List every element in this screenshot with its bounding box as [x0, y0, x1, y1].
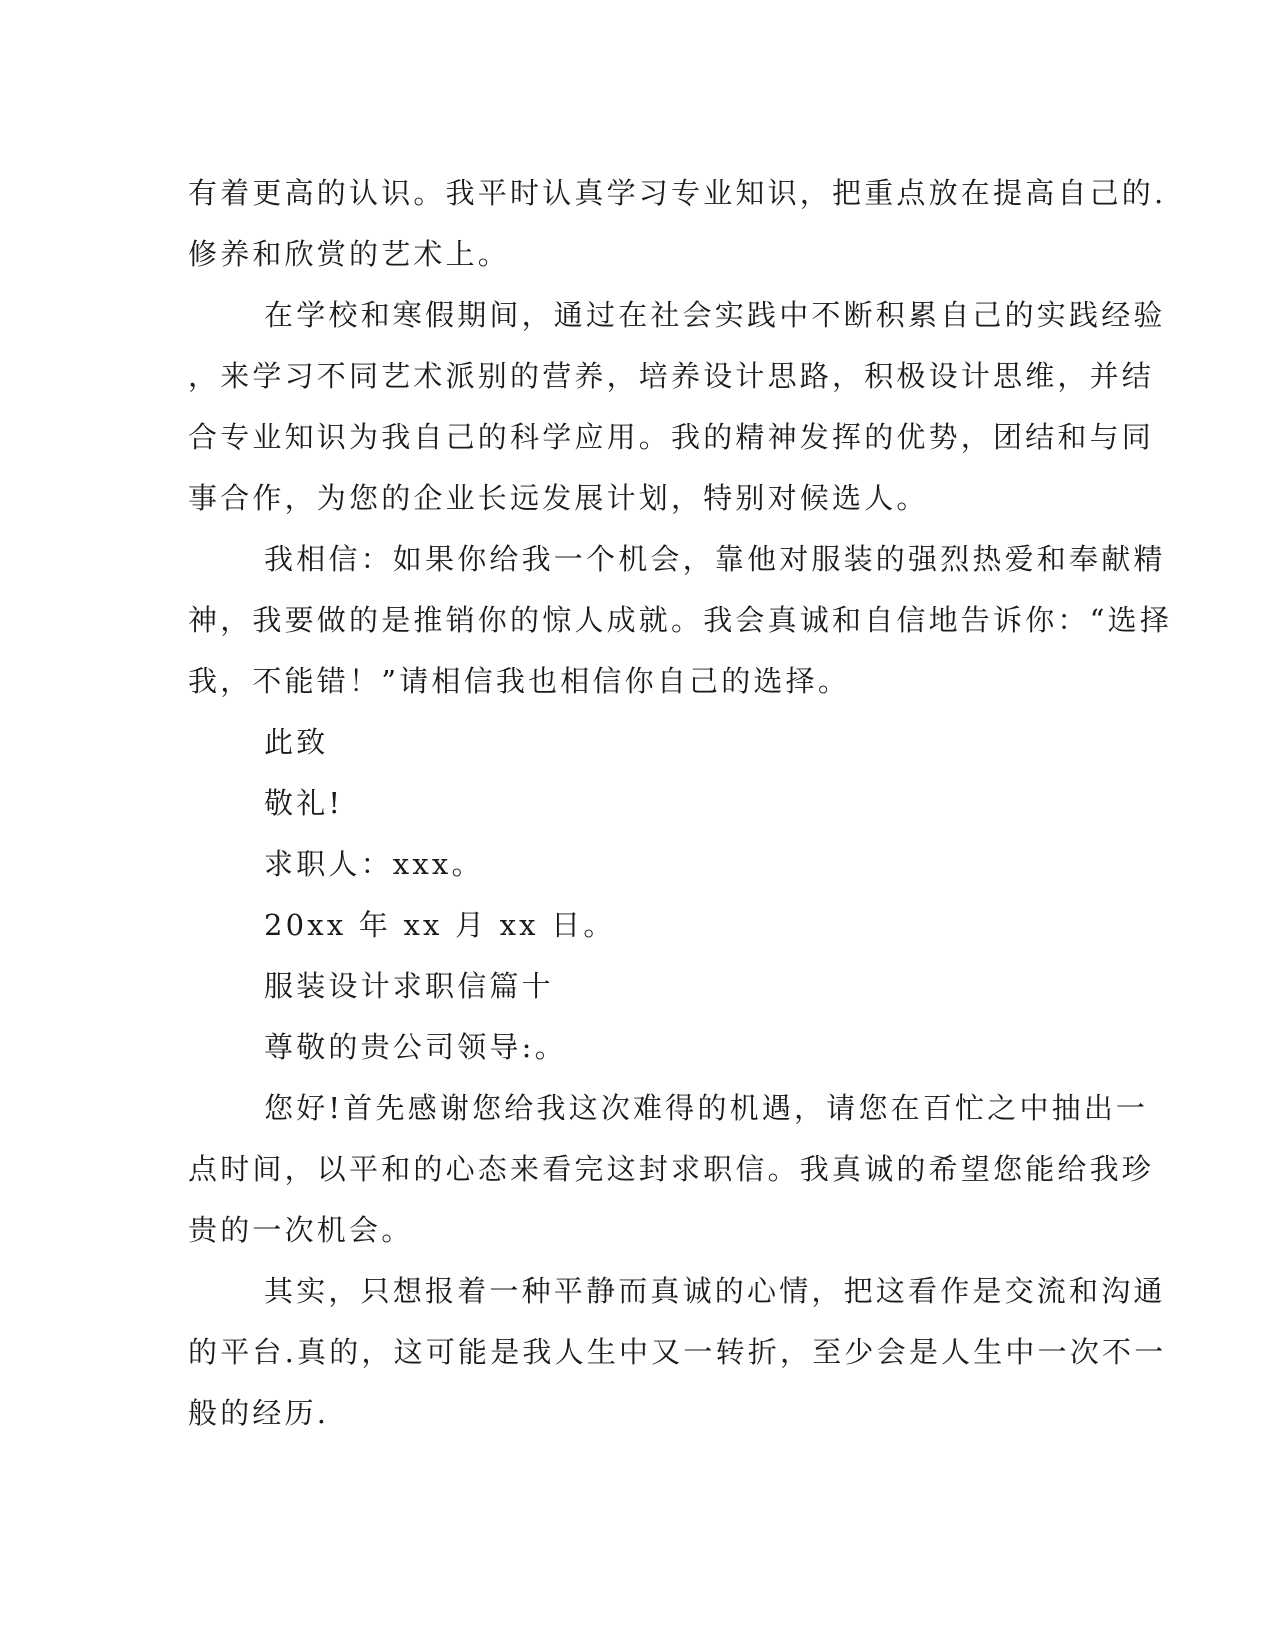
text-line: 修养和欣赏的艺术上。	[188, 237, 511, 271]
text-line: 有着更高的认识。我平时认真学习专业知识，把重点放在提高自己的.	[188, 176, 1167, 210]
paragraph	[188, 529, 1173, 712]
paragraph	[188, 834, 1088, 895]
text-line: 贵的一次机会。	[188, 1213, 414, 1247]
paragraph	[188, 956, 1088, 1017]
paragraph	[188, 285, 1166, 529]
paragraph	[188, 895, 1088, 956]
text-line: 20xx 年 xx 月 xx 日。	[264, 908, 616, 942]
text-line: 的平台.真的，这可能是我人生中又一转折，至少会是人生中一次不一	[188, 1335, 1167, 1369]
text-line: 敬礼!	[264, 786, 344, 820]
text-line: 其实，只想报着一种平静而真诚的心情，把这看作是交流和沟通	[264, 1274, 1166, 1308]
paragraph	[188, 1261, 1167, 1444]
text-line: 事合作，为您的企业长远发展计划，特别对候选人。	[188, 481, 929, 515]
paragraph	[188, 773, 1088, 834]
text-line: 我相信：如果你给我一个机会，靠他对服装的强烈热爱和奉献精	[264, 542, 1166, 576]
text-line: 您好!首先感谢您给我这次难得的机遇，请您在百忙之中抽出一	[264, 1091, 1149, 1125]
paragraph	[188, 1078, 1155, 1261]
text-line: 求职人：xxx。	[264, 847, 484, 881]
text-line: 服装设计求职信篇十	[264, 969, 554, 1003]
text-line: 尊敬的贵公司领导:。	[264, 1030, 567, 1064]
text-line: 神，我要做的是推销你的惊人成就。我会真诚和自信地告诉你：“选择	[188, 603, 1173, 637]
paragraph	[188, 1017, 1088, 1078]
text-line: 在学校和寒假期间，通过在社会实践中不断积累自己的实践经验	[264, 298, 1166, 332]
text-line: 此致	[264, 725, 329, 759]
paragraph	[188, 163, 1167, 285]
text-line: 般的经历.	[188, 1396, 330, 1430]
text-line: 点时间，以平和的心态来看完这封求职信。我真诚的希望您能给我珍	[188, 1152, 1155, 1186]
text-line: 合专业知识为我自己的科学应用。我的精神发挥的优势，团结和与同	[188, 420, 1155, 454]
text-line: 我，不能错！”请相信我也相信你自己的选择。	[188, 664, 851, 698]
document-body	[188, 163, 1173, 1444]
paragraph	[188, 712, 1088, 773]
document-page	[188, 163, 1173, 1444]
text-line: ，来学习不同艺术派别的营养，培养设计思路，积极设计思维，并结	[188, 359, 1155, 393]
